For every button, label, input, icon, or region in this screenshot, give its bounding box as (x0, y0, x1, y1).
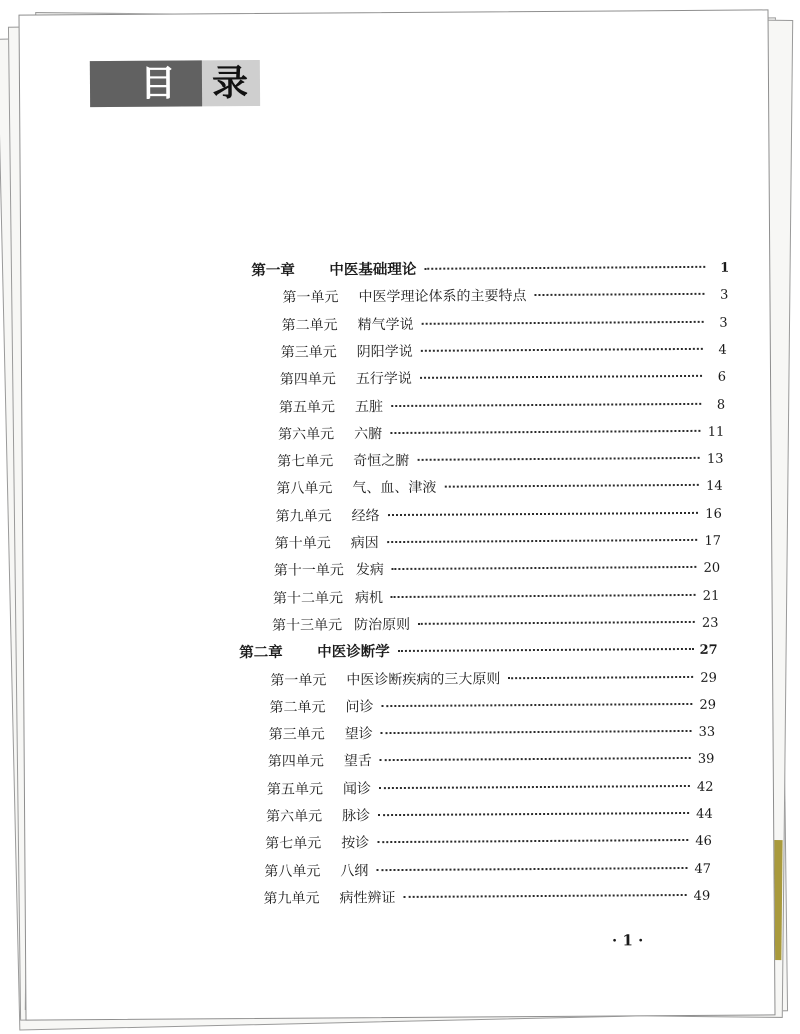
toc-leader-dots (380, 755, 691, 761)
toc-entry-title: 按诊 (341, 835, 370, 852)
toc-leader-dots (534, 291, 704, 296)
toc-entry-title: 阴阳学说 (356, 343, 413, 361)
toc-entry-label: 第八单元 (264, 863, 321, 880)
toc-entry-page: 16 (705, 506, 722, 522)
toc-entry-page: 1 (720, 260, 730, 276)
toc-leader-dots (381, 701, 691, 707)
toc-entry-title: 五脏 (354, 398, 384, 415)
toc-chapter-row[interactable] (239, 637, 718, 666)
toc-unit-row[interactable] (275, 528, 721, 557)
toc-entry-title: 病因 (350, 535, 379, 552)
toc-entry-label: 第十三单元 (272, 617, 343, 634)
toc-leader-dots (424, 264, 705, 270)
toc-entry-label: 第九单元 (275, 508, 332, 525)
toc-entry-title: 中医学理论体系的主要特点 (358, 288, 527, 306)
toc-entry-label: 第一单元 (270, 671, 327, 689)
toc-unit-row[interactable] (281, 337, 727, 366)
toc-leader-dots (403, 892, 686, 898)
toc-entry-page: 20 (703, 561, 721, 577)
toc-entry-label: 第一章 (251, 261, 295, 280)
toc-entry-page: 33 (698, 724, 716, 740)
toc-entry-title: 望舌 (343, 753, 372, 770)
toc-entry-title: 奇恒之腑 (353, 453, 410, 470)
toc-entry-title: 中医诊断学 (317, 643, 390, 661)
toc-leader-dots (444, 482, 698, 488)
toc-leader-dots (378, 810, 689, 816)
toc-entry-label: 第三单元 (280, 344, 337, 361)
toc-entry-label: 第五单元 (278, 398, 336, 416)
toc-page (18, 9, 775, 1020)
toc-entry-page: 13 (706, 451, 724, 467)
toc-entry-label: 第六单元 (266, 808, 323, 825)
toc-entry-title: 望诊 (344, 726, 373, 743)
toc-entry-label: 第一单元 (282, 289, 339, 307)
toc-unit-row[interactable] (273, 582, 720, 611)
toc-entry-title: 闻诊 (342, 780, 372, 798)
toc-entry-label: 第十单元 (274, 535, 331, 552)
toc-unit-row[interactable] (274, 555, 720, 584)
toc-entry-page: 3 (720, 287, 729, 304)
toc-leader-dots (390, 428, 700, 434)
toc-leader-dots (376, 865, 687, 871)
toc-entry-title: 气、血、津液 (352, 480, 437, 497)
toc-entry-label: 第二单元 (281, 317, 338, 334)
toc-unit-row[interactable] (276, 473, 722, 502)
toc-entry-page: 49 (693, 888, 711, 904)
toc-leader-dots (379, 783, 690, 789)
toc-entry-title: 六腑 (354, 425, 383, 443)
toc-entry-page: 17 (704, 533, 722, 549)
toc-unit-row[interactable] (275, 500, 721, 529)
toc-unit-row[interactable] (269, 692, 716, 721)
toc-unit-row[interactable] (272, 610, 719, 639)
toc-unit-row[interactable] (264, 855, 711, 884)
toc-entry-title: 五行学说 (355, 371, 412, 388)
toc-leader-dots (387, 537, 697, 543)
toc-unit-row[interactable] (268, 746, 715, 775)
toc-entry-label: 第四单元 (267, 753, 324, 771)
toc-entry-title: 病性辨证 (339, 889, 396, 907)
toc-entry-page: 44 (696, 806, 713, 822)
toc-entry-page: 29 (699, 697, 717, 713)
toc-entry-label: 第五单元 (266, 781, 324, 798)
toc-entry-page: 47 (694, 861, 712, 877)
toc-entry-page: 8 (716, 397, 726, 413)
toc-leader-dots (377, 837, 688, 843)
page-number: · 1 · (611, 931, 644, 950)
toc-entry-page: 23 (701, 615, 719, 631)
toc-entry-page: 21 (702, 588, 720, 604)
toc-leader-dots (421, 346, 703, 352)
toc-unit-row[interactable] (270, 664, 717, 693)
toc-entry-title: 中医基础理论 (329, 260, 417, 279)
toc-leader-dots (388, 510, 698, 516)
toc-chapter-row[interactable] (251, 255, 729, 284)
toc-leader-dots (392, 564, 696, 570)
toc-unit-row[interactable] (278, 419, 724, 448)
toc-entry-title: 病机 (354, 589, 384, 606)
toc-unit-row[interactable] (279, 391, 725, 420)
toc-leader-dots (422, 318, 704, 324)
toc-entry-page: 6 (717, 369, 727, 385)
toc-entry-title: 经络 (351, 507, 380, 525)
toc-unit-row[interactable] (267, 773, 714, 802)
toc-leader-dots (381, 728, 692, 734)
toc-entry-title: 问诊 (345, 698, 374, 716)
toc-unit-row[interactable] (269, 719, 716, 748)
toc-entry-label: 第四单元 (279, 371, 336, 389)
toc-entry-page: 42 (696, 779, 714, 795)
toc-entry-label: 第九单元 (263, 890, 320, 907)
toc-entry-page: 29 (700, 670, 717, 686)
toc-leader-dots (508, 673, 692, 678)
toc-entry-label: 第十二单元 (272, 589, 344, 607)
toc-entry-label: 第二单元 (269, 699, 326, 716)
toc-entry-title: 精气学说 (357, 316, 414, 333)
toc-entry-title: 发病 (355, 562, 384, 579)
toc-unit-row[interactable] (281, 309, 727, 338)
toc-entry-page: 39 (697, 752, 715, 768)
toc-entry-title: 防治原则 (354, 616, 411, 634)
toc-leader-dots (391, 400, 701, 406)
toc-entry-page: 4 (718, 342, 727, 358)
toc-unit-row[interactable] (266, 801, 713, 830)
toc-unit-row[interactable] (263, 883, 710, 912)
toc-entry-label: 第十一单元 (273, 562, 344, 580)
toc-entry-label: 第八单元 (276, 480, 333, 498)
toc-entry-page: 11 (707, 424, 725, 440)
toc-leader-dots (418, 619, 694, 625)
toc-entry-page: 27 (699, 642, 718, 659)
toc-unit-row[interactable] (265, 828, 712, 857)
title-char-lu: 录 (211, 62, 249, 105)
toc-entry-label: 第三单元 (268, 726, 325, 743)
toc-entry-label: 第七单元 (277, 453, 334, 470)
toc-entry-page: 46 (695, 834, 712, 850)
toc-entry-label: 第七单元 (265, 835, 322, 853)
toc-unit-row[interactable] (280, 364, 726, 393)
toc-leader-dots (391, 592, 695, 598)
toc-entry-title: 八纲 (340, 862, 369, 879)
toc-entry-page: 14 (706, 479, 723, 495)
toc-unit-row[interactable] (277, 446, 723, 475)
toc-unit-row[interactable] (282, 282, 728, 311)
toc-entry-title: 中医诊断疾病的三大原则 (346, 670, 501, 688)
table-of-contents (20, 10, 775, 1019)
toc-leader-dots (398, 646, 694, 652)
toc-leader-dots (417, 455, 699, 461)
title-char-mu: 目 (139, 62, 177, 105)
toc-entry-title: 脉诊 (342, 808, 371, 825)
toc-leader-dots (420, 373, 702, 379)
toc-entry-page: 3 (719, 315, 728, 331)
toc-entry-label: 第六单元 (278, 426, 335, 443)
toc-entry-label: 第二章 (239, 643, 283, 662)
